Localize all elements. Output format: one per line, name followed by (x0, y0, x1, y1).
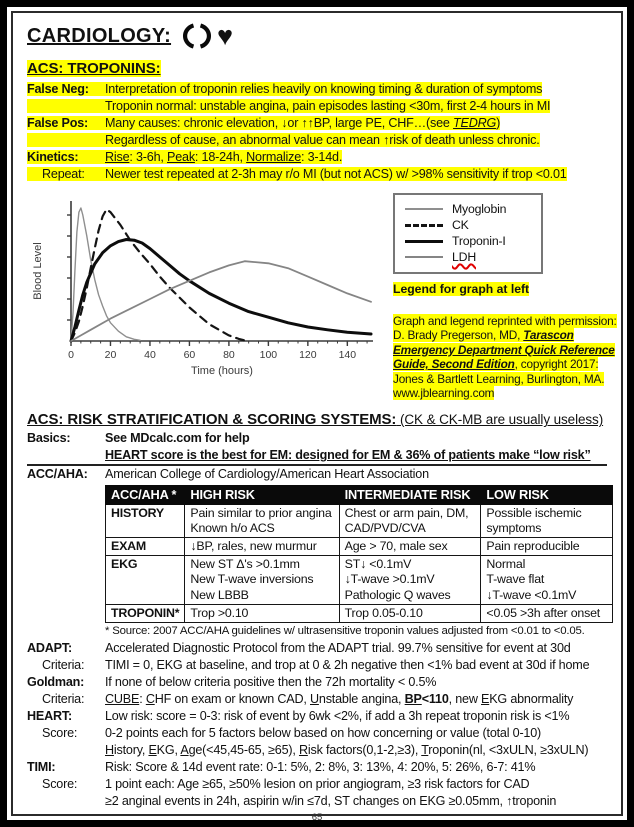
x-tick-label: 0 (68, 349, 74, 361)
table-row (106, 504, 613, 537)
table-cell-line: <0.05 >3h after onset (486, 605, 601, 620)
row-text: Risk: Score & 14d event rate: 0-1: 5%, 2: 8%, 3: 13%, 4: 20%, 5: 26%, 6-7: 41% (105, 759, 536, 774)
text-segment: <110 (421, 691, 449, 706)
text-segment: ge(<45,45-65, ≥65), (188, 742, 299, 757)
accaha-table-head (106, 486, 613, 505)
table-cell (185, 504, 339, 537)
x-tick-label: 100 (259, 349, 278, 361)
troponins-rows (27, 81, 607, 183)
series-ck (71, 209, 247, 341)
legend-line-sample (405, 208, 443, 210)
table-row (106, 604, 613, 622)
text-row (27, 674, 607, 691)
table-cell (481, 556, 613, 604)
heart-icon: ♥ (217, 21, 234, 51)
table-cell (481, 604, 613, 622)
table-cell (185, 538, 339, 556)
brackets-icon (185, 23, 209, 49)
row-text: Interpretation of troponin relies heavily on knowing timing & duration of symptoms (105, 82, 543, 96)
table-cell (339, 604, 481, 622)
table-cell-line: Pain reproducible (486, 539, 580, 554)
text-segment: istory, (113, 742, 149, 757)
risk-basics-rows (27, 430, 607, 483)
row-label: HEART: (27, 708, 72, 723)
page-content (11, 11, 623, 823)
text-segment: T (421, 742, 429, 757)
text-row (27, 447, 607, 466)
risk-scoring-rows (27, 640, 607, 810)
row-label: Repeat: (42, 167, 85, 181)
table-cell-line: Known h/o ACS (190, 521, 275, 536)
row-text: Regardless of cause, an abnormal value can mean ↑risk of death unless chronic. (105, 133, 540, 147)
text-row (27, 149, 607, 166)
row-label: Goldman: (27, 674, 85, 689)
acs-troponins-heading-text: ACS: TROPONINS: (27, 60, 161, 77)
acs-troponins-heading (27, 59, 607, 78)
text-segment: : 18-24h, (194, 150, 247, 164)
table-cell-line: New ST Δ's >0.1mm (190, 557, 300, 572)
x-axis-label: Time (hours) (191, 365, 253, 377)
table-cell-line: Possible ischemic (486, 505, 582, 520)
legend-line-sample (405, 240, 443, 243)
legend-entry-label: CK (452, 218, 469, 232)
table-cell-line: Chest or arm pain, DM, (344, 505, 469, 520)
text-row (27, 430, 607, 447)
page-number: 65 (311, 811, 323, 823)
legend-box (393, 193, 543, 274)
table-cell (339, 504, 481, 537)
legend-entry-label: LDH (452, 250, 476, 264)
text-row (27, 657, 607, 674)
legend-caption: Legend for graph at left (393, 282, 530, 296)
risk-heading (27, 410, 607, 429)
accaha-table (105, 485, 613, 622)
table-cell-line: ↓T-wave >0.1mV (344, 572, 435, 587)
table-cell-line: CAD/PVD/CVA (344, 521, 426, 536)
table-cell (339, 538, 481, 556)
table-cell-line: Pain similar to prior angina (190, 505, 332, 520)
text-row (27, 115, 607, 132)
table-cell (481, 538, 613, 556)
row-label: Basics: (27, 431, 71, 446)
series-troponin-i (71, 240, 371, 342)
table-cell-line: New LBBB (190, 587, 249, 602)
risk-heading-bold: ACS: RISK STRATIFICATION & SCORING SYSTEMS: (27, 411, 397, 429)
table-cell-line: symptoms (486, 521, 542, 536)
x-tick-label: 120 (299, 349, 317, 361)
text-segment: BP (404, 691, 422, 706)
row-label: ADAPT: (27, 640, 72, 655)
text-segment: C (145, 691, 155, 706)
text-row (27, 776, 607, 793)
x-tick-label: 60 (183, 349, 196, 361)
text-segment: Graph and legend reprinted with permission: D. Brady Pregerson, MD, (393, 314, 617, 343)
table-cell-line: Normal (486, 557, 526, 572)
attribution-text (393, 314, 625, 400)
page-header (27, 23, 607, 49)
row-text (105, 149, 342, 166)
row-text: Newer test repeated at 2-3h may r/o MI (but not ACS) w/ >98% sensitivity if trop <0.01 (105, 167, 567, 181)
table-header-cell: INTERMEDIATE RISK (339, 486, 481, 505)
page-title: CARDIOLOGY: (27, 24, 172, 47)
chart-zone (29, 193, 617, 400)
troponin-kinetics-chart (29, 193, 381, 385)
header-icons (185, 23, 233, 49)
x-tick-label: 80 (223, 349, 235, 361)
table-row-label: EXAM (106, 538, 185, 556)
table-cell (185, 556, 339, 604)
row-text: Accelerated Diagnostic Protocol from the ADAPT trial. 99.7% sensitive for event at 30d (105, 640, 571, 655)
row-text: TIMI = 0, EKG at baseline, and trop at 0 & 2h negative then <1% bad event at 30d if home (105, 657, 590, 672)
legend-entry-label: Troponin-I (452, 234, 506, 248)
risk-section (27, 410, 607, 809)
row-text: 1 point each: Age ≥65, ≥50% lesion on prior angiogram, ≥3 risk factors for CAD (105, 776, 530, 791)
table-cell-line: ST↓ <0.1mV (344, 557, 412, 572)
legend-line-sample (405, 224, 443, 227)
text-segment: A (180, 742, 189, 757)
text-row (27, 708, 607, 725)
legend-entry (405, 201, 533, 217)
page-sheet (7, 7, 627, 823)
x-tick-label: 20 (104, 349, 117, 361)
text-segment: HF on exam or known CAD, (154, 691, 310, 706)
text-row (27, 725, 607, 742)
row-label: ACC/AHA: (27, 467, 88, 482)
text-row (27, 640, 607, 657)
legend-column (393, 193, 625, 400)
text-segment: isk factors(0,1-2,≥3), (307, 742, 422, 757)
row-label: False Pos: (27, 116, 88, 130)
table-cell-line: Pathologic Q waves (344, 587, 451, 602)
text-segment: Normalize (246, 150, 302, 164)
text-row (27, 81, 607, 98)
table-header-cell: LOW RISK (481, 486, 613, 505)
text-segment: Rise (105, 150, 130, 164)
text-segment: : 3-14d. (301, 150, 343, 164)
text-segment: E (481, 691, 490, 706)
table-row-label: HISTORY (106, 504, 185, 537)
table-cell-line: Age > 70, male sex (344, 539, 448, 554)
text-segment: E (148, 742, 157, 757)
table-cell-line: New T-wave inversions (190, 572, 314, 587)
text-segment: KG abnormality (489, 691, 574, 706)
table-header-cell: ACC/AHA * (106, 486, 185, 505)
text-row (27, 166, 607, 183)
row-label: False Neg: (27, 82, 89, 96)
row-label: Criteria: (42, 691, 85, 706)
text-segment: , new (448, 691, 482, 706)
text-row (27, 793, 607, 810)
row-text: Low risk: score = 0-3: risk of event by 6wk <2%, if add a 3h repeat troponin risk is <1% (105, 708, 570, 723)
text-row (27, 759, 607, 776)
row-text: 0-2 points each for 5 factors below based on how concerning or value (total 0-10) (105, 725, 542, 740)
row-label: Score: (42, 776, 78, 791)
row-text: American College of Cardiology/American Heart Association (105, 467, 429, 482)
text-segment: CUBE (105, 691, 140, 706)
text-segment: Peak (167, 150, 195, 164)
text-segment: : (139, 691, 146, 706)
table-cell (185, 604, 339, 622)
text-segment: ) (496, 116, 501, 130)
table-cell-line: ↓T-wave <0.1mV (486, 587, 577, 602)
row-label: TIMI: (27, 759, 56, 774)
text-row (27, 98, 607, 115)
row-text (105, 691, 573, 708)
row-label: Kinetics: (27, 150, 79, 164)
text-segment: Tarascon Emergency Department Quick Reference Guide, Second Edition (393, 328, 615, 372)
table-row (106, 556, 613, 604)
table-cell-line: ↓BP, rales, new murmur (190, 539, 317, 554)
legend-entry (405, 233, 533, 249)
table-footnote: * Source: 2007 ACC/AHA guidelines w/ ultrasensitive troponin values adjusted from <0.01 to <0.05. (105, 624, 585, 637)
text-segment: U (310, 691, 319, 706)
text-segment: : 3-6h, (129, 150, 168, 164)
text-segment: roponin(nl, <3xULN, ≥3xULN) (428, 742, 589, 757)
row-label: Score: (42, 725, 78, 740)
text-row (27, 466, 607, 483)
table-row (106, 538, 613, 556)
row-text: See MDcalc.com for help (105, 431, 250, 446)
legend-entry-label: Myoglobin (452, 202, 507, 216)
row-text: If none of below criteria positive then the 72h mortality < 0.5% (105, 674, 437, 689)
text-segment: H (105, 742, 114, 757)
table-cell-line: Trop >0.10 (190, 605, 249, 620)
accaha-table-body (106, 504, 613, 622)
row-text: ≥2 anginal events in 24h, aspirin w/in ≤7d, ST changes on EKG ≥0.05mm, ↑troponin (105, 793, 557, 808)
legend-line-sample (405, 256, 443, 258)
text-segment: KG, (156, 742, 181, 757)
text-segment: R (298, 742, 308, 757)
text-row (27, 691, 607, 708)
text-segment: nstable angina, (318, 691, 405, 706)
table-cell-line: Trop 0.05-0.10 (344, 605, 423, 620)
table-cell (339, 556, 481, 604)
text-segment: Many causes: chronic elevation, ↓or ↑↑BP, large PE, CHF…(see (105, 116, 454, 130)
row-text (105, 115, 500, 132)
text-row (27, 742, 607, 759)
row-label: Criteria: (42, 657, 85, 672)
table-header-cell: HIGH RISK (185, 486, 339, 505)
row-text: HEART score is the best for EM: designed for EM & 36% of patients make “low risk” (105, 448, 591, 463)
x-tick-label: 40 (144, 349, 156, 361)
row-text (105, 742, 588, 759)
text-segment: TEDRG (453, 116, 497, 130)
table-row-label: EKG (106, 556, 185, 604)
row-text: Troponin normal: unstable angina, pain episodes lasting <30m, first 2-4 hours in MI (105, 99, 551, 113)
text-row (27, 132, 607, 149)
legend-entry (405, 217, 533, 233)
legend-entry (405, 249, 533, 265)
x-tick-label: 140 (338, 349, 357, 361)
table-cell (481, 504, 613, 537)
text-segment: , copyright 2017: Jones & Bartlett Learning, Burlington, MA. www.jblearning.com (393, 357, 605, 400)
y-axis-label: Blood Level (32, 242, 44, 300)
table-row-label: TROPONIN* (106, 604, 185, 622)
table-cell-line: T-wave flat (486, 572, 545, 587)
risk-heading-note: (CK & CK-MB are usually useless) (396, 412, 604, 428)
